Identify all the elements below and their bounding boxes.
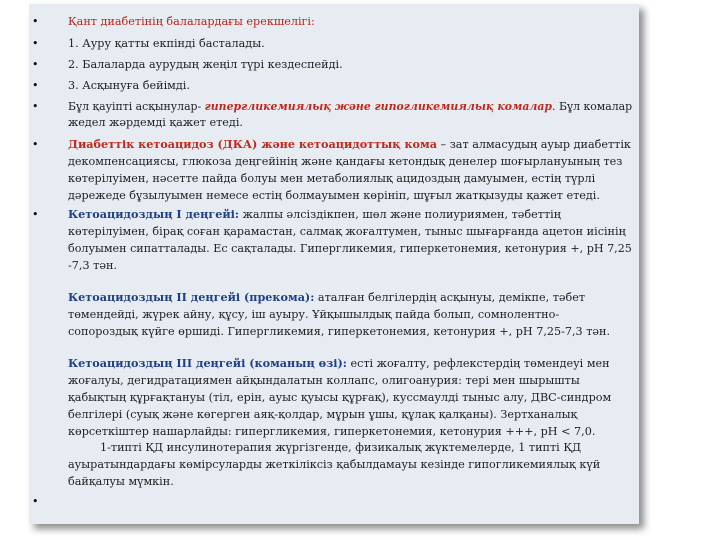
text-line: [68, 358, 610, 369]
text-line: жоғалуы, дегидратациямен айқындалатын коллапс, олигоанурия: тері мен шырышты: [68, 374, 580, 387]
heading-line: Қант диабетінің балалардағы ерекшелігі:: [68, 15, 315, 28]
text-span: Бұл қауіпті асқынулар-: [68, 100, 205, 113]
dka-term: Диабеттік кетоацидоз (ДКА) және кетоацидоттық кома: [68, 137, 437, 151]
text-line: көрсеткіштер нашарлайды: гипергликемия, гиперкетонемия, кетонурия +++, рН < 7,0.: [68, 425, 596, 438]
text-line: көтерілуімен, нәсетте пайда болуы мен метаболиялық ацидоздың дамуымен, естің түрлі: [68, 172, 596, 185]
bullet-icon: •: [32, 79, 39, 92]
text-line: болуымен сипатталады. Ес сақталады. Гипергликемия, гиперкетонемия, кетонурия +, рН 7,25: [68, 242, 632, 255]
text-span: есті жоғалту, рефлекстердің төмендеуі мен: [346, 357, 610, 370]
text-line: байқалуы мүмкін.: [68, 475, 174, 488]
text-line: қабықтың құрғақтануы (тіл, ерін, ауыс қуысы құрғақ), куссмаулді тыныс алу, ДВС-синдром: [68, 391, 612, 404]
bullet-icon: •: [32, 58, 39, 71]
bullet-icon: •: [32, 208, 39, 221]
stage-3-term: Кетоацидоздың III деңгейі (команың өзі):: [68, 356, 347, 370]
text-line: 1. Ауру қатты екпінді басталады.: [68, 37, 265, 50]
text-line: 1-типті ҚД инсулинотерапия жүргізгенде, физикалық жүктемелерде, 1 типті ҚД: [100, 441, 582, 454]
text-line: 2. Балаларда аурудың жеңіл түрі кездеспейді.: [68, 58, 343, 71]
bullet-icon: •: [32, 100, 39, 113]
coma-term: гипергликемиялық және гипогликемиялық комалар: [204, 99, 553, 113]
text-span: – зат алмасудың ауыр диабеттік: [436, 138, 631, 151]
text-line: ауыратындардағы көмірсуларды жеткіліксіз қабылдамауы кезінде гипогликемиялық күй: [68, 458, 601, 471]
stage-1-term: Кетоацидоздың I деңгейі:: [68, 207, 240, 221]
text-line: -7,3 тән.: [68, 259, 117, 272]
text-line: жедел жәрдемді қажет етеді.: [68, 116, 243, 129]
bullet-icon: •: [32, 138, 39, 151]
stage-2-term: Кетоацидоздың II деңгейі (прекома):: [68, 290, 315, 304]
text-line: [68, 101, 632, 112]
text-span: жалпы әлсіздікпен, шөл және полиуриямен, тәбеттің: [239, 208, 561, 221]
text-line: 3. Асқынуға бейімді.: [68, 79, 190, 92]
bullet-icon: •: [32, 15, 39, 28]
bullet-icon: •: [32, 495, 39, 508]
text-span: . Бұл комалар: [552, 100, 633, 113]
bullet-icon: •: [32, 37, 39, 50]
text-line: [68, 139, 631, 150]
text-line: көтерілуімен, бірақ соған қарамастан, салмақ жоғалтумен, тыныс шығарғанда ацетон иісінің: [68, 225, 626, 238]
text-line: [68, 292, 585, 303]
text-line: белгілері (суық және көгерген аяқ-қолдар, мұрын ұшы, құлақ қалқаны). Зертханалық: [68, 408, 578, 421]
text-line: сопороздық күйге өршиді. Гипергликемия, гиперкетонемия, кетонурия +, рН 7,25-7,3 тән.: [68, 325, 611, 338]
text-line: дәрежеде бұзылуымен немесе естің болмауымен көрініп, шұғыл жатқызуды қажет етеді.: [68, 189, 600, 202]
text-line: [68, 209, 561, 220]
text-line: декомпенсациясы, глюкоза деңгейінің және қандағы кетондық денелер шоғырлануының тез: [68, 155, 623, 168]
text-span: аталған белгілердің асқынуы, демікпе, тәбет: [314, 291, 586, 304]
text-line: төмендейді, жүрек айну, құсу, іш ауыру. Ұйқышылдық пайда болып, сомнолентно-: [68, 308, 560, 321]
